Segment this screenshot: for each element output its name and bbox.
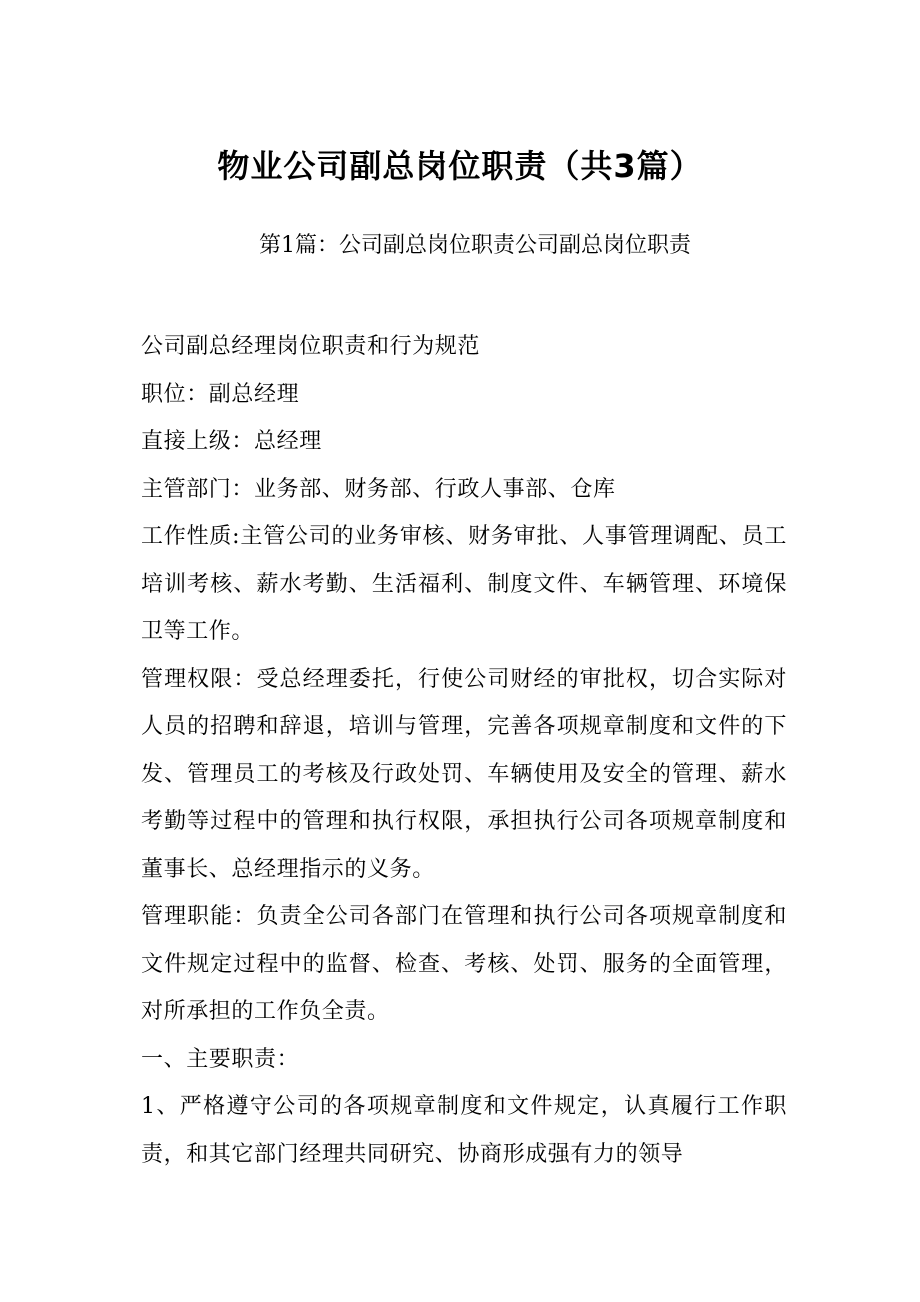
paragraph-supervisor: 直接上级：总经理 <box>141 429 322 454</box>
document-title: 物业公司副总岗位职责（共3篇） <box>217 147 703 185</box>
paragraph-work-nature: 工作性质:主管公司的业务审核、财务审批、人事管理调配、员工培训考核、薪水考勤、生活福利、制度文件、车辆管理、环境保卫等工作。 <box>141 524 787 644</box>
paragraph-departments: 主管部门：业务部、财务部、行政人事部、仓库 <box>141 476 616 502</box>
paragraph-position: 职位：副总经理 <box>141 381 300 407</box>
paragraph-authority: 管理权限：受总经理委托，行使公司财经的审批权，切合实际对人员的招聘和辞退，培训与管理，完善各项规章制度和文件的下发、管理员工的考核及行政处罚、车辆使用及安全的管理、薪水考勤等过程中的管理和执行权限，承担执行公司各项规章制度和董事长、总经理指示的义务。 <box>141 666 787 882</box>
paragraph-functions: 管理职能：负责全公司各部门在管理和执行公司各项规章制度和文件规定过程中的监督、检查、考核、处罚、服务的全面管理，对所承担的工作负全责。 <box>141 904 787 1024</box>
document-body <box>141 323 787 1178</box>
paragraph-section-heading: 一、主要职责： <box>141 1046 300 1072</box>
paragraph-duty-1: 1、严格遵守公司的各项规章制度和文件规定，认真履行工作职责，和其它部门经理共同研究、协商形成强有力的领导 <box>141 1094 787 1167</box>
paragraph-heading: 公司副总经理岗位职责和行为规范 <box>141 334 481 359</box>
document-subtitle: 第1篇：公司副总岗位职责公司副总岗位职责 <box>259 233 691 258</box>
